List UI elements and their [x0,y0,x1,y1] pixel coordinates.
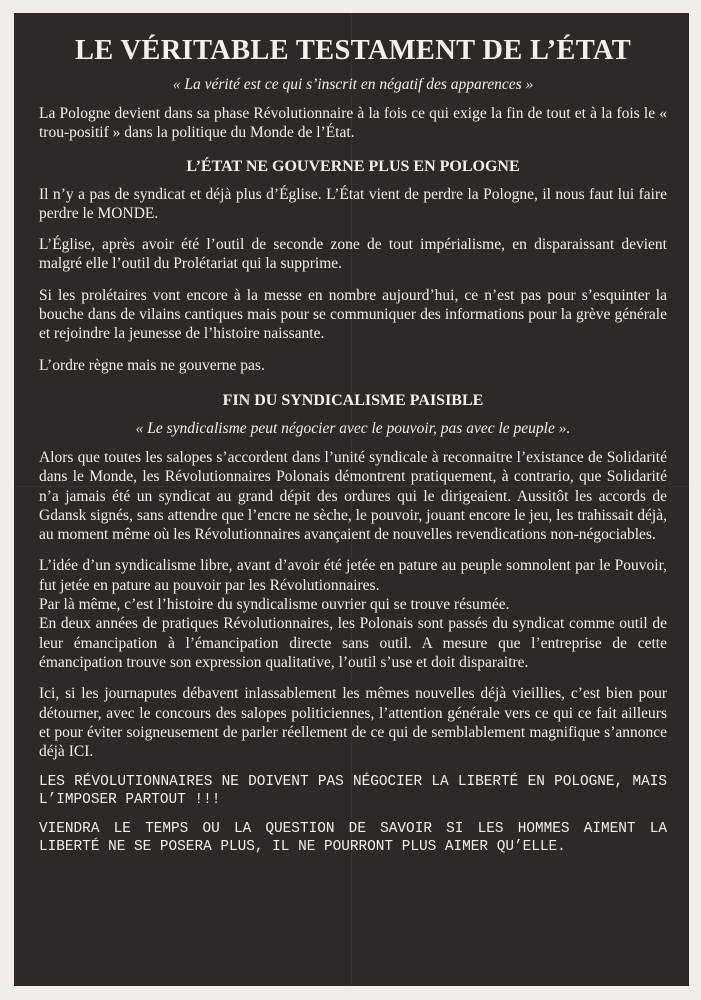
section2-quote: « Le syndicalisme peut négocier avec le pouvoir, pas avec le peuple ». [135,419,571,437]
closing-statement-2: VIENDRA LE TEMPS OU LA QUESTION DE SAVOIR SI LES HOMMES AIMENT LA LIBERTÉ NE SE POSERA PLUS, IL NE POURRONT PLUS AIMER QU’ELLE. [39,821,667,856]
section1-paragraph-1: Il n’y a pas de syndicat et déjà plus d’Église. L’État vient de perdre la Pologne, il nous faut lui faire perdre le MONDE. [39,185,667,222]
section2-paragraph-2b: Par là même, c’est l’histoire du syndicalisme ouvrier qui se trouve résumée. [39,596,510,614]
vertical-fold-line [351,13,352,986]
section1-paragraph-4: L’ordre règne mais ne gouverne pas. [39,356,265,374]
section1-paragraph-2: L’Église, après avoir été l’outil de seconde zone de tout impérialisme, en disparaissant devient malgré elle l’outil du Prolétariat qui la supprime. [39,236,667,273]
closing-statement-1: LES RÉVOLUTIONNAIRES NE DOIVENT PAS NÉGOCIER LA LIBERTÉ EN POLOGNE, MAIS L’IMPOSER PARTOUT !!! [39,774,667,809]
section-heading-etat: L’ÉTAT NE GOUVERNE PLUS EN POLOGNE [186,157,520,175]
poster-panel [14,13,689,986]
epigraph-quote: « La vérité est ce qui s’inscrit en négatif des apparences » [172,76,534,93]
intro-paragraph: La Pologne devient dans sa phase Révolutionnaire à la fois ce qui exige la fin de tout et à la fois le « trou-positif » dans la politique du Monde de l’État. [39,105,667,142]
section2-paragraph-2c: En deux années de pratiques Révolutionnaires, les Polonais sont passés du syndicat comme outil de leur émancipation à l’émancipation directe sans outil. A mesure que l’entreprise de cette émancipation trouve son expression qualitative, l’outil s’use et doit disparaitre. [39,615,667,671]
section2-paragraph-2a: L’idée d’un syndicalisme libre, avant d’avoir été jetée en pature au peuple somnolent par le Pouvoir, fut jetée en pature au pouvoir par les Révolutionnaires. [39,557,667,594]
section2-paragraph-3: Ici, si les journaputes débavent inlassablement les mêmes nouvelles déjà vieillies, c’est bien pour détourner, avec le concours des salopes politiciennes, l’attention générale vers ce qui ce fait ailleurs et pour éviter soigneusement de parler réellement de ce qui de semblablement magnifique s’annonce déjà ICI. [39,685,667,761]
section2-paragraph-1: Alors que toutes les salopes s’accordent dans l’unité syndicale à reconnaitre l’existance de Solidarité dans le Monde, les Révolutionnaires Polonais démontrent pratiquement, à contrario, que Solidarité n’a jamais été un syndicat au grand dépit des ordures qui le dirigeaient. Aussitôt les accords de Gdansk signés, sans attendre que l’encre ne sèche, le pouvoir, jouant encore le jeu, les trahissait déjà, au moment même où les Révolutionnaires avançaient de nouvelles revendications non-négociables. [39,448,667,544]
section-heading-syndicalisme: FIN DU SYNDICALISME PAISIBLE [222,391,484,409]
section1-paragraph-3: Si les prolétaires vont encore à la messe en nombre aujourd’hui, ce n’est pas pour s’esquinter la bouche dans de vilains cantiques mais pour se communiquer des informations pour la grève générale et rejoindre la jeunesse de l’histoire naissante. [39,286,667,343]
poster-title: LE VÉRITABLE TESTAMENT DE L’ÉTAT [74,35,632,66]
